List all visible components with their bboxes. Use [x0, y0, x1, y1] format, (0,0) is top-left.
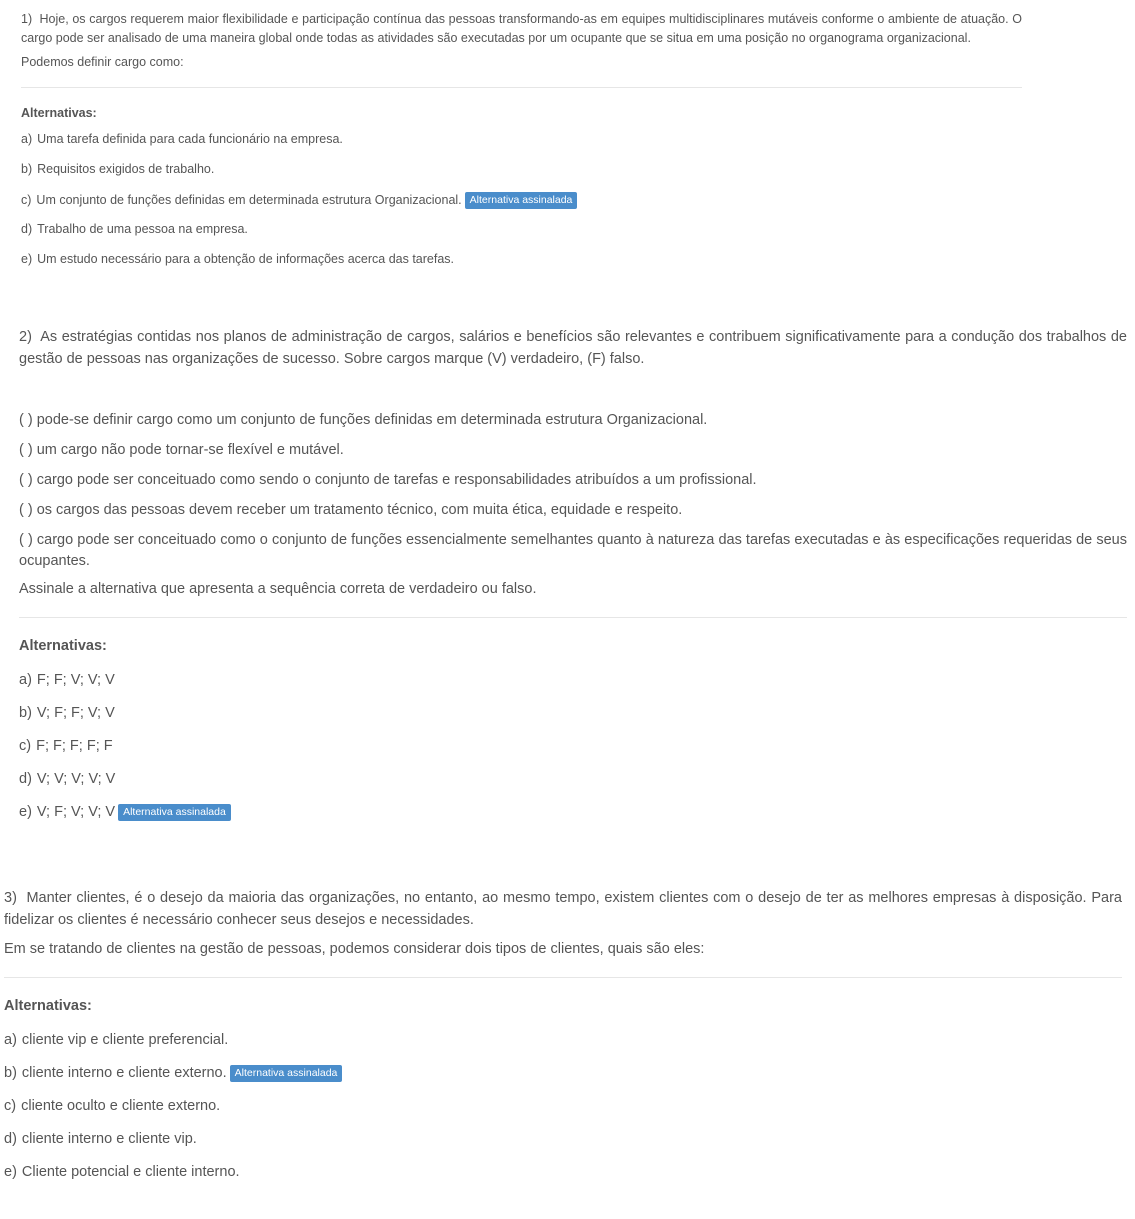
- true-false-item: ( ) cargo pode ser conceituado como sendo o conjunto de tarefas e responsabilidades atribuídos a um profissional.: [19, 471, 757, 488]
- alternatives-title: Alternativas:: [21, 105, 97, 120]
- alternative-letter: c): [4, 1097, 17, 1114]
- true-false-item: ( ) um cargo não pode tornar-se flexível e mutável.: [19, 441, 344, 458]
- alternative-d[interactable]: [21, 222, 1022, 252]
- true-false-item: ( ) cargo pode ser conceituado como o conjunto de funções essencialmente semelhantes quanto à natureza das tarefas executadas e às especificações requeridas de seus ocupantes.: [19, 531, 1127, 569]
- alternative-letter: a): [21, 131, 33, 146]
- alternative-text: Cliente potencial e cliente interno.: [21, 1163, 240, 1180]
- alternative-letter: c): [21, 192, 32, 207]
- alternative-b[interactable]: [21, 162, 1022, 192]
- alternative-a[interactable]: [19, 672, 1127, 705]
- question-number: 1): [21, 12, 33, 26]
- alternative-letter: e): [4, 1163, 17, 1180]
- alternative-text: Uma tarefa definida para cada funcionário na empresa.: [37, 131, 343, 146]
- selected-badge: Alternativa assinalada: [230, 1065, 343, 1082]
- question-number: 2): [19, 329, 32, 345]
- true-false-list: [19, 410, 1127, 572]
- alternative-text: Um estudo necessário para a obtenção de informações acerca das tarefas.: [37, 251, 455, 266]
- divider: [21, 87, 1022, 88]
- question-prompt: Assinale a alternativa que apresenta a sequência correta de verdadeiro ou falso.: [19, 580, 537, 597]
- alternative-a[interactable]: [4, 1032, 1122, 1065]
- alternative-letter: b): [4, 1064, 17, 1081]
- alternative-text: cliente interno e cliente externo.: [21, 1064, 227, 1081]
- alternative-e[interactable]: [19, 804, 1127, 837]
- alternative-text: Requisitos exigidos de trabalho.: [37, 161, 215, 176]
- question-prompt: Podemos definir cargo como:: [21, 54, 184, 69]
- true-false-item: ( ) pode-se definir cargo como um conjunto de funções definidas em determinada estrutura Organizacional.: [19, 411, 708, 428]
- divider: [4, 977, 1122, 978]
- alternative-letter: b): [21, 161, 33, 176]
- question-3: [4, 888, 1122, 1197]
- alternative-letter: d): [21, 221, 33, 236]
- alternative-text: V; F; V; V; V: [36, 803, 116, 820]
- alternative-letter: a): [19, 671, 32, 688]
- alternative-text: V; F; F; V; V: [36, 704, 115, 721]
- alternative-d[interactable]: [4, 1131, 1122, 1164]
- question-statement: [4, 888, 1122, 932]
- question-1: [21, 10, 1022, 282]
- selected-badge: Alternativa assinalada: [465, 192, 578, 209]
- alternative-text: Trabalho de uma pessoa na empresa.: [37, 221, 248, 236]
- alternative-c[interactable]: [4, 1098, 1122, 1131]
- question-text: Manter clientes, é o desejo da maioria das organizações, no entanto, ao mesmo tempo, existem clientes com o desejo de ter as melhores empresas à disposição. Para fidelizar os clientes é necessário conhecer seus desejos e necessidades.: [4, 890, 1122, 928]
- alternative-letter: d): [4, 1130, 17, 1147]
- alternatives-title: Alternativas:: [4, 997, 92, 1014]
- divider: [19, 617, 1127, 618]
- alternative-letter: a): [4, 1031, 17, 1048]
- question-number: 3): [4, 890, 17, 906]
- alternative-c[interactable]: [19, 738, 1127, 771]
- alternative-letter: e): [21, 251, 33, 266]
- alternative-letter: d): [19, 770, 32, 787]
- selected-badge: Alternativa assinalada: [118, 804, 231, 821]
- question-statement: [21, 10, 1022, 48]
- alternative-e[interactable]: [4, 1164, 1122, 1197]
- alternative-text: Um conjunto de funções definidas em determinada estrutura Organizacional.: [36, 192, 462, 207]
- alternative-b[interactable]: [4, 1065, 1122, 1098]
- true-false-item: ( ) os cargos das pessoas devem receber um tratamento técnico, com muita ética, equidade e respeito.: [19, 501, 683, 518]
- alternative-text: cliente vip e cliente preferencial.: [21, 1031, 229, 1048]
- alternative-text: F; F; V; V; V: [36, 671, 115, 688]
- alternative-letter: b): [19, 704, 32, 721]
- question-prompt: Em se tratando de clientes na gestão de pessoas, podemos considerar dois tipos de clientes, quais são eles:: [4, 940, 705, 957]
- alternative-letter: e): [19, 803, 32, 820]
- alternative-a[interactable]: [21, 132, 1022, 162]
- alternatives-title: Alternativas:: [19, 637, 107, 654]
- alternative-text: F; F; F; F; F: [36, 737, 113, 754]
- question-2: [19, 327, 1127, 837]
- alternative-text: cliente interno e cliente vip.: [21, 1130, 197, 1147]
- alternative-c[interactable]: [21, 192, 1022, 222]
- alternative-letter: c): [19, 737, 32, 754]
- question-statement: [19, 327, 1127, 371]
- alternative-b[interactable]: [19, 705, 1127, 738]
- alternative-text: cliente oculto e cliente externo.: [21, 1097, 221, 1114]
- alternative-text: V; V; V; V; V: [36, 770, 116, 787]
- alternative-e[interactable]: [21, 252, 1022, 282]
- question-text: As estratégias contidas nos planos de administração de cargos, salários e benefícios são relevantes e contribuem significativamente para a condução dos trabalhos de gestão de pessoas nas organizações de sucesso. Sobre cargos marque (V) verdadeiro, (F) falso.: [19, 329, 1127, 367]
- question-text: Hoje, os cargos requerem maior flexibilidade e participação contínua das pessoas transformando-as em equipes multidisciplinares mutáveis conforme o ambiente de atuação. O cargo pode ser analisado de uma maneira global onde todas as atividades são executadas por um ocupante que se situa em uma posição no organograma organizacional.: [21, 12, 1022, 45]
- alternative-d[interactable]: [19, 771, 1127, 804]
